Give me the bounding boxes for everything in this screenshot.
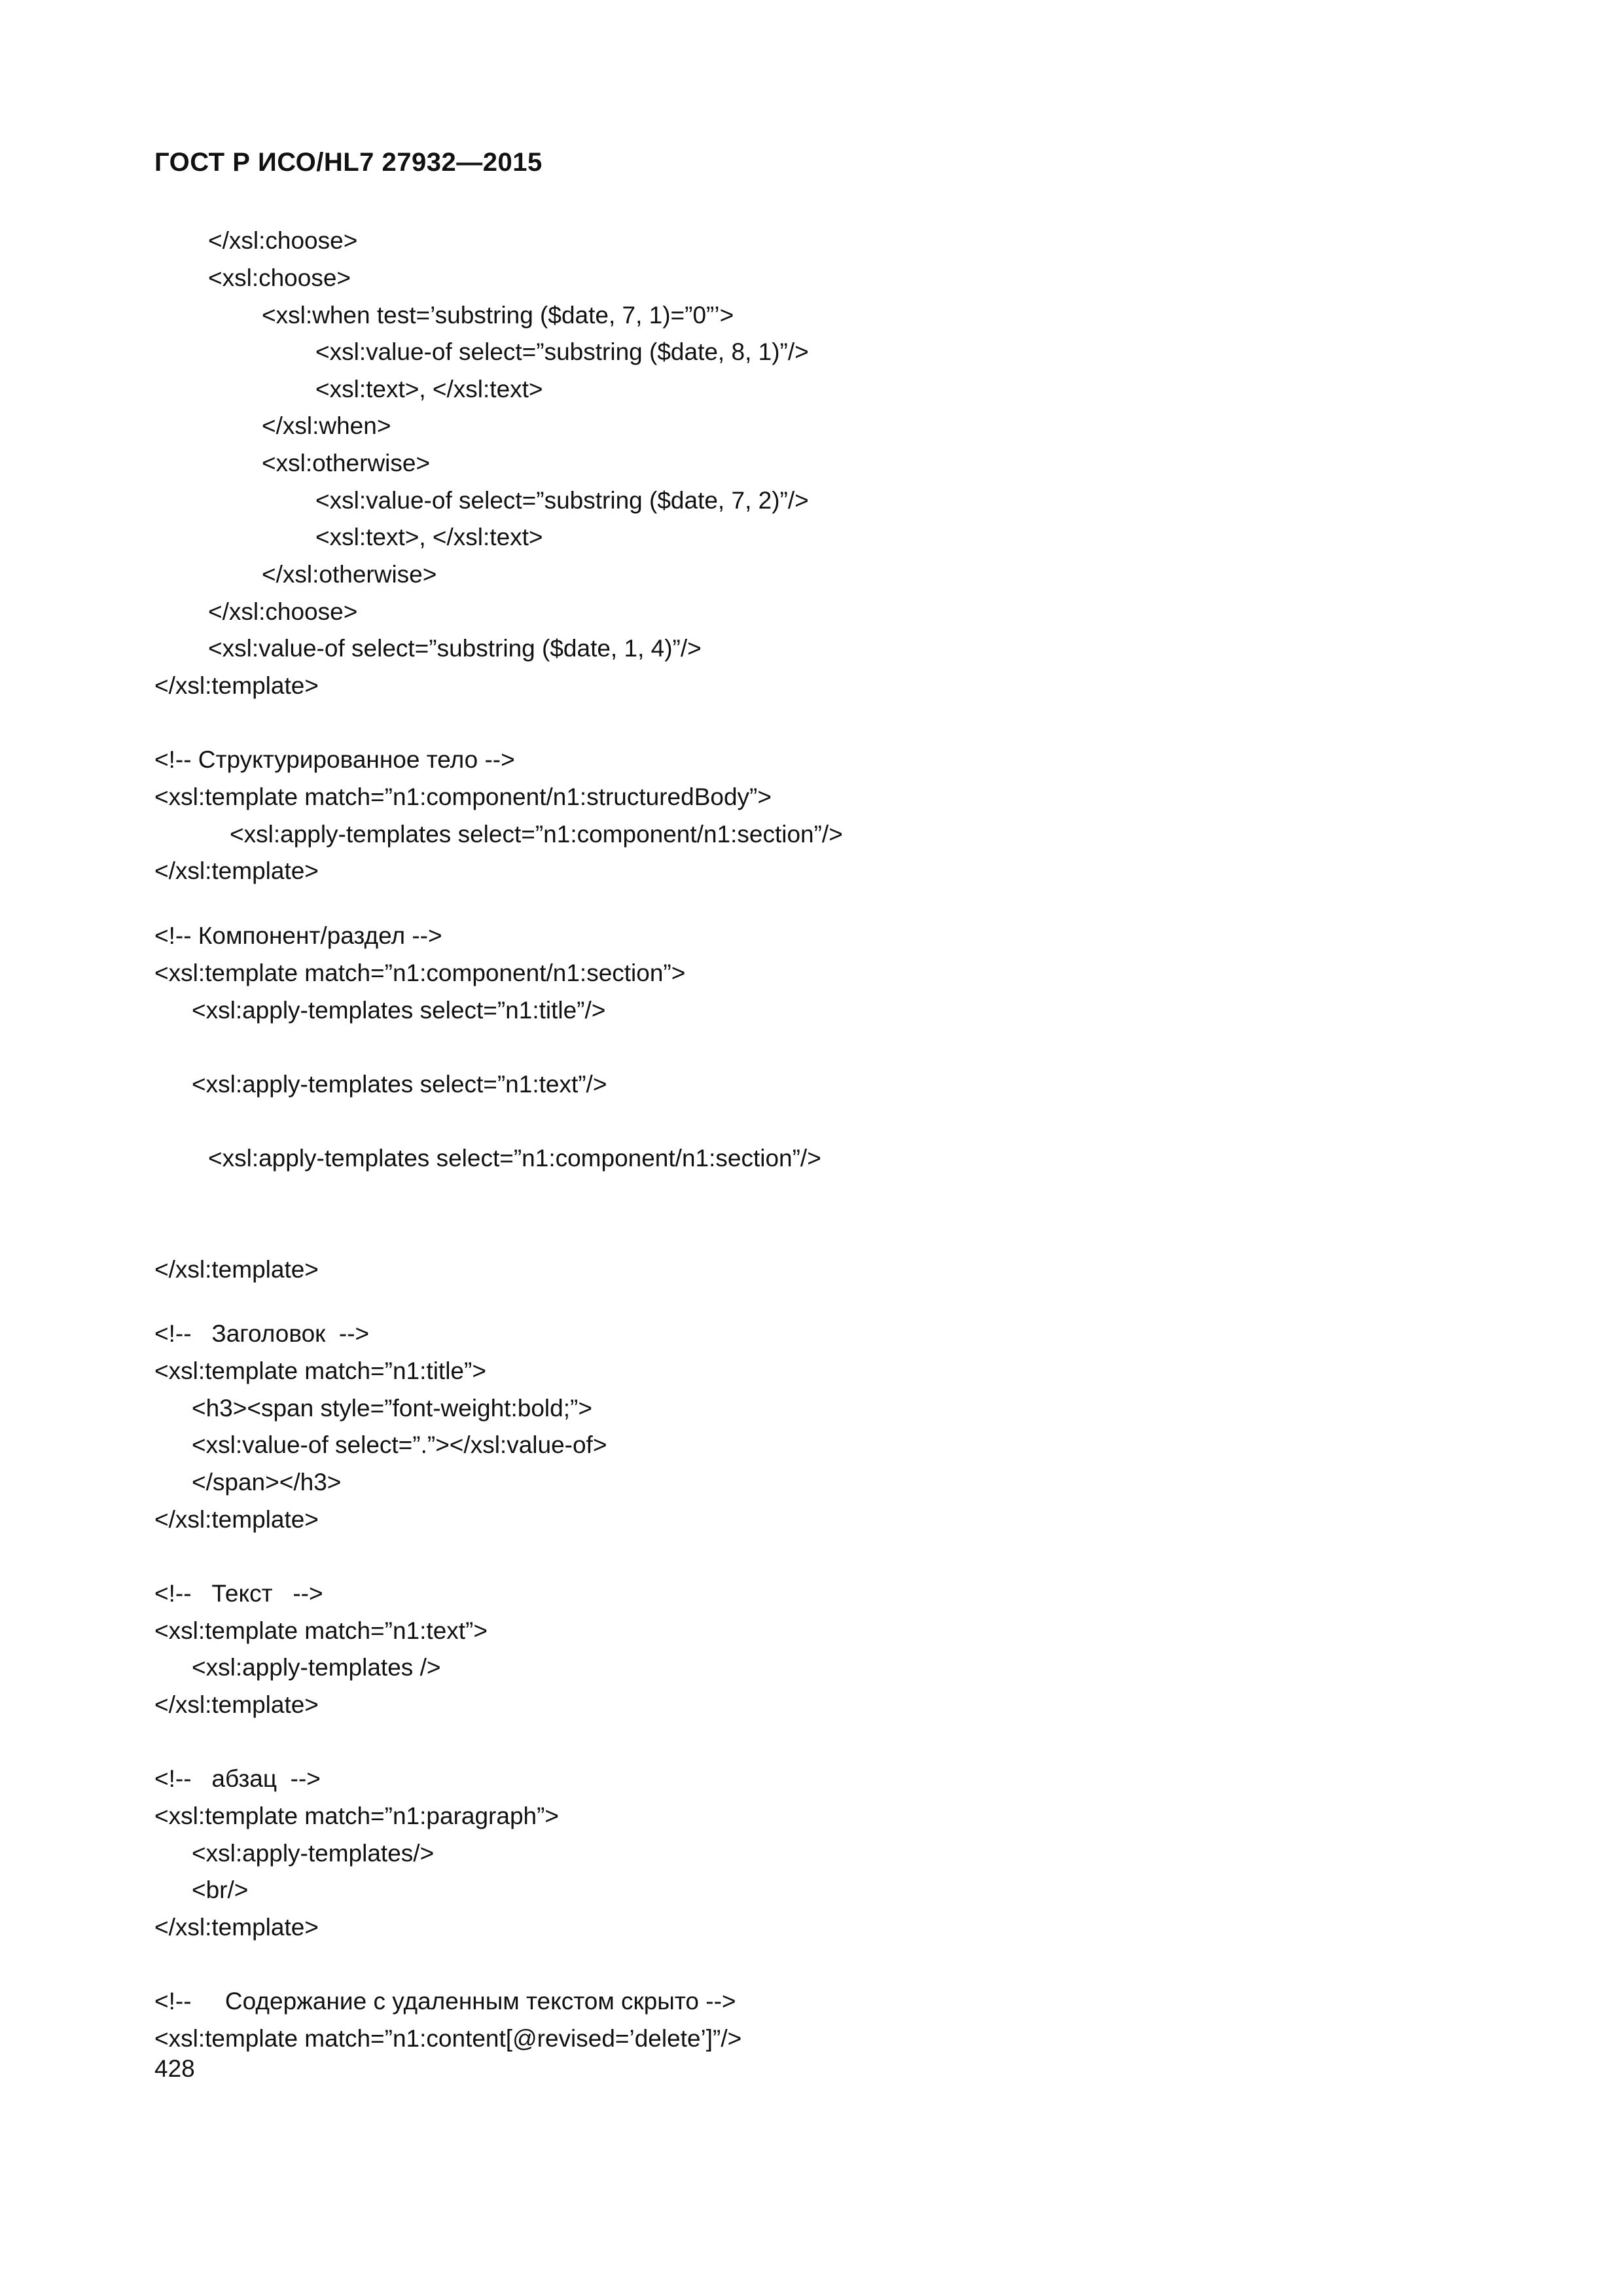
- code-line: <xsl:apply-templates select=”n1:text”/>: [192, 1071, 607, 1098]
- code-line: <xsl:value-of select=”substring ($date, 1, 4)”/>: [208, 635, 702, 662]
- code-line: <xsl:value-of select=”.”></xsl:value-of>: [192, 1431, 607, 1458]
- code-line: </xsl:template>: [154, 1914, 319, 1941]
- code-line: </span></h3>: [192, 1469, 342, 1496]
- code-line: </xsl:template>: [154, 672, 319, 699]
- code-line: <xsl:when test=’substring ($date, 7, 1)=”0”’>: [262, 302, 734, 329]
- code-line: <!-- Структурированное тело -->: [154, 746, 515, 773]
- code-line: </xsl:otherwise>: [262, 561, 437, 588]
- code-line: <xsl:value-of select=”substring ($date, 8, 1)”/>: [315, 338, 809, 365]
- code-line: </xsl:when>: [262, 412, 391, 439]
- code-line: </xsl:template>: [154, 1256, 319, 1283]
- code-line: </xsl:template>: [154, 1506, 319, 1533]
- code-line: <xsl:template match=”n1:content[@revised=’delete’]”/>: [154, 2025, 742, 2052]
- code-line: </xsl:choose>: [208, 227, 358, 254]
- code-line: <xsl:apply-templates select=”n1:component/n1:section”/>: [230, 821, 843, 848]
- code-line: <!-- Содержание с удаленным текстом скрыто -->: [154, 1988, 736, 2015]
- code-line: <br/>: [192, 1876, 249, 1903]
- code-line: <!-- Текст -->: [154, 1580, 323, 1607]
- code-line: <xsl:apply-templates select=”n1:component/n1:section”/>: [208, 1145, 821, 1172]
- code-line: <!-- Компонент/раздел -->: [154, 922, 442, 949]
- code-line: <!-- Заголовок -->: [154, 1320, 370, 1347]
- code-line: <xsl:otherwise>: [262, 450, 431, 476]
- code-line: <xsl:template match=”n1:component/n1:section”>: [154, 960, 686, 986]
- code-line: <xsl:text>, </xsl:text>: [315, 524, 543, 550]
- code-line: <xsl:value-of select=”substring ($date, 7, 2)”/>: [315, 487, 809, 514]
- code-line: <h3><span style=”font-weight:bold;”>: [192, 1395, 592, 1422]
- code-line: <xsl:apply-templates select=”n1:title”/>: [192, 997, 606, 1024]
- page-number: 428: [154, 2055, 195, 2082]
- document-header: ГОСТ Р ИСО/HL7 27932—2015: [154, 148, 543, 177]
- code-line: <!-- абзац -->: [154, 1765, 321, 1792]
- code-line: <xsl:apply-templates />: [192, 1654, 441, 1681]
- code-line: </xsl:template>: [154, 857, 319, 884]
- code-line: <xsl:template match=”n1:component/n1:structuredBody”>: [154, 783, 772, 810]
- code-line: <xsl:text>, </xsl:text>: [315, 376, 543, 403]
- code-line: </xsl:choose>: [208, 598, 358, 625]
- code-line: <xsl:template match=”n1:text”>: [154, 1617, 488, 1644]
- code-line: <xsl:template match=”n1:title”>: [154, 1357, 486, 1384]
- code-line: <xsl:choose>: [208, 264, 351, 291]
- code-line: <xsl:template match=”n1:paragraph”>: [154, 1803, 560, 1829]
- code-line: <xsl:apply-templates/>: [192, 1840, 435, 1867]
- code-line: </xsl:template>: [154, 1691, 319, 1718]
